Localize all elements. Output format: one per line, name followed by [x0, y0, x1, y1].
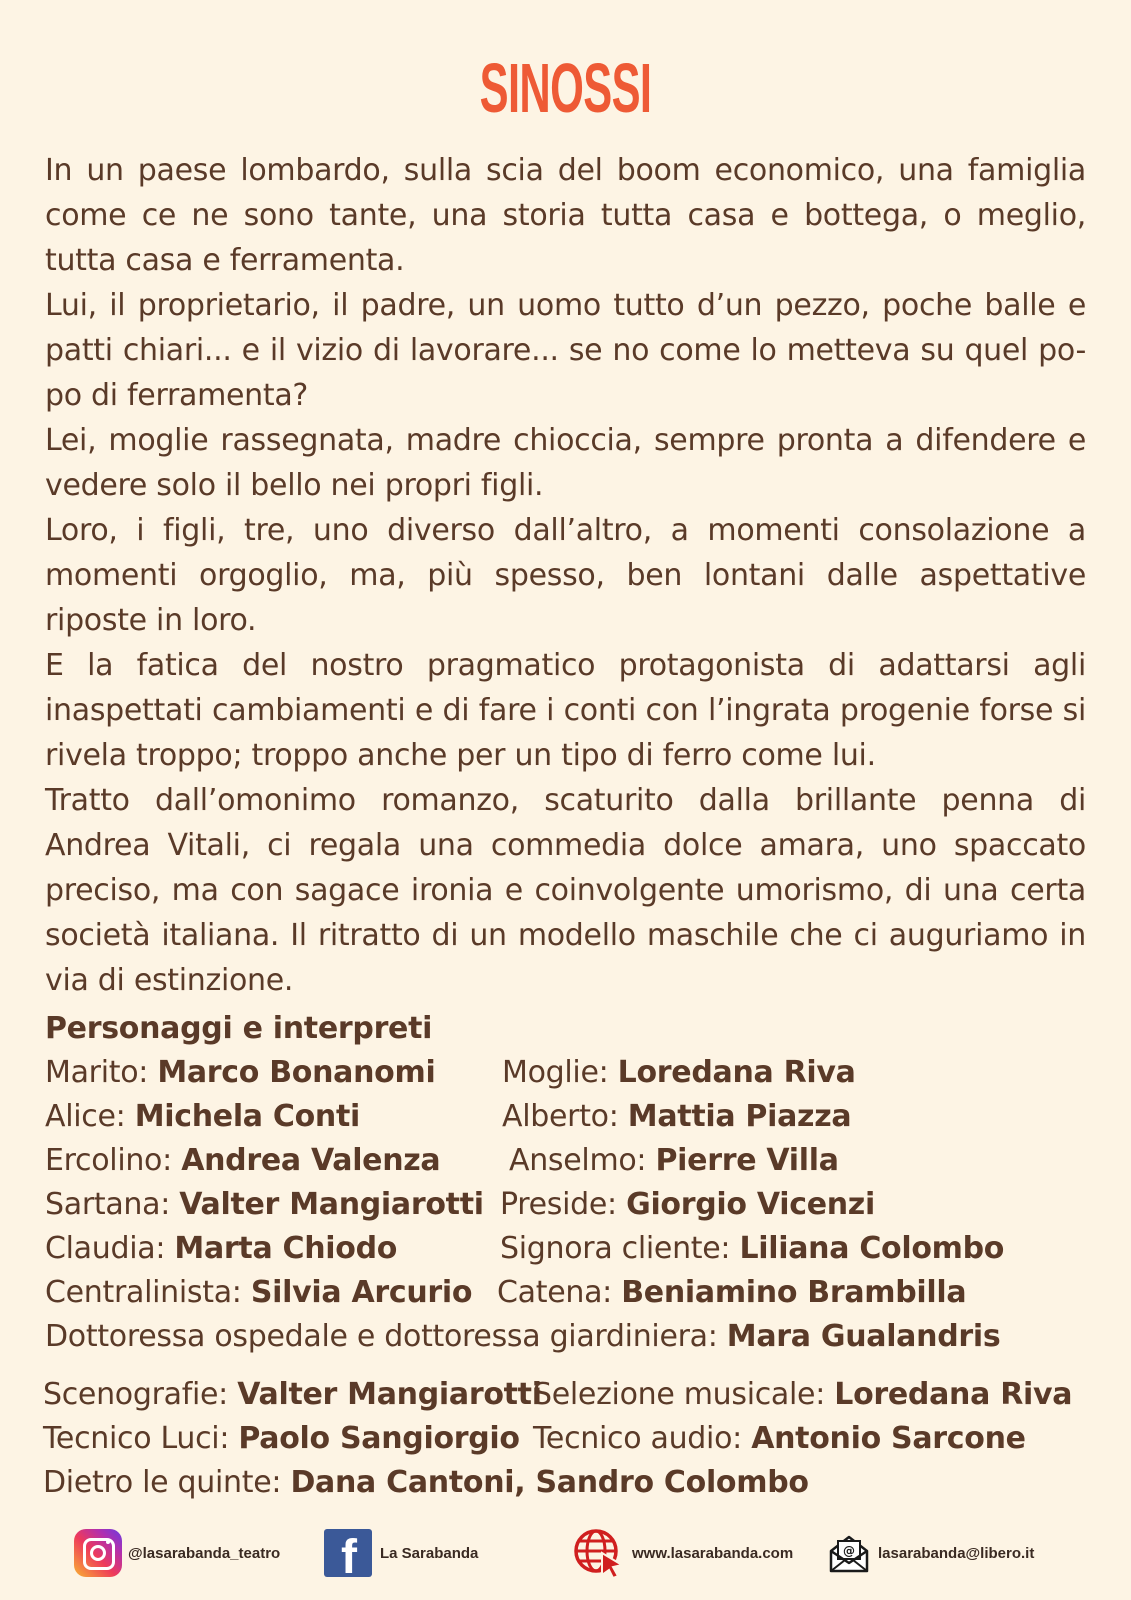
cast-entry — [502, 1051, 856, 1095]
crew-entry — [43, 1461, 809, 1505]
cast-actor: Mattia Piazza — [627, 1099, 852, 1134]
instagram-handle: @lasarabanda_teatro — [128, 1544, 281, 1562]
cast-actor: Loredana Riva — [617, 1055, 856, 1090]
cast-role: Centralinista: — [45, 1275, 242, 1310]
cast-actor: Michela Conti — [134, 1099, 361, 1134]
crew-role: Tecnico Luci: — [43, 1421, 230, 1456]
crew-role: Selezione musicale: — [533, 1377, 826, 1412]
crew-name: Valter Mangiarotti — [237, 1377, 542, 1412]
cast-actor: Pierre Villa — [655, 1143, 839, 1178]
facebook-name: La Sarabanda — [380, 1544, 479, 1562]
synopsis-paragraph: In un paese lombardo, sulla scia del boom economico, una famiglia come ce ne sono tante, una storia tutta casa e bottega, o meglio, tutta casa e ferramenta. — [45, 153, 1086, 278]
crew-entry — [43, 1417, 520, 1461]
cast-entry — [500, 1183, 875, 1227]
cast-actor: Beniamino Brambilla — [621, 1275, 967, 1310]
cast-role: Anselmo: — [509, 1143, 647, 1178]
facebook-link[interactable] — [324, 1527, 478, 1579]
crew-entry — [533, 1417, 1026, 1461]
cast-actor: Silvia Arcurio — [250, 1275, 473, 1310]
cast-role: Alice: — [45, 1099, 126, 1134]
cast-role: Catena: — [497, 1275, 612, 1310]
cast-role: Sartana: — [45, 1187, 171, 1222]
crew-name: Loredana Riva — [834, 1377, 1073, 1412]
cast-entry — [45, 1095, 360, 1139]
crew-name: Dana Cantoni, Sandro Colombo — [290, 1465, 809, 1500]
cast-entry — [45, 1139, 440, 1183]
facebook-icon: f — [324, 1529, 372, 1577]
cast-entry — [45, 1183, 484, 1227]
cast-entry — [497, 1271, 966, 1315]
cast-actor: Marco Bonanomi — [157, 1055, 436, 1090]
cast-entry — [500, 1227, 1004, 1271]
cast-entry — [45, 1315, 1000, 1359]
cast-actor: Giorgio Vicenzi — [626, 1187, 875, 1222]
synopsis-paragraph: Lui, il proprietario, il padre, un uomo tutto d’un pezzo, poche balle e patti chiari... e il vizio di lavorare... se no come lo metteva su quel po-po di ferramenta? — [45, 288, 1086, 413]
cast-actor: Valter Mangiarotti — [179, 1187, 484, 1222]
crew-entry — [43, 1373, 542, 1417]
page-title: SINOSSI — [479, 49, 652, 127]
cast-entry — [502, 1095, 851, 1139]
email-address: lasarabanda@libero.it — [878, 1544, 1035, 1562]
svg-text:@: @ — [843, 1544, 855, 1558]
cast-actor: Andrea Valenza — [181, 1143, 441, 1178]
cast-role: Marito: — [45, 1055, 149, 1090]
synopsis-paragraph: Lei, moglie rassegnata, madre chioccia, sempre pronta a difendere e vedere solo il bello nei propri figli. — [45, 423, 1086, 503]
synopsis-paragraph: Loro, i figli, tre, uno diverso dall’altro, a momenti consolazione a momenti orgoglio, ma, più spesso, ben lontani dalle aspettative riposte in loro. — [45, 513, 1086, 638]
email-link[interactable] — [828, 1527, 1034, 1579]
instagram-link[interactable] — [74, 1527, 280, 1579]
synopsis — [45, 148, 1086, 1003]
crew-name: Paolo Sangiorgio — [238, 1421, 520, 1456]
crew-role: Scenografie: — [43, 1377, 228, 1412]
cast-role: Ercolino: — [45, 1143, 172, 1178]
envelope-icon — [828, 1531, 870, 1575]
crew-entry — [533, 1373, 1072, 1417]
crew-role: Tecnico audio: — [533, 1421, 742, 1456]
crew-name: Antonio Sarcone — [751, 1421, 1026, 1456]
cast-role: Alberto: — [502, 1099, 619, 1134]
cast-actor: Mara Gualandris — [726, 1319, 1001, 1354]
instagram-icon — [74, 1529, 122, 1577]
cast-role: Claudia: — [45, 1231, 166, 1266]
cast-entry — [509, 1139, 839, 1183]
cast-entry — [45, 1051, 435, 1095]
cast-entry — [45, 1271, 472, 1315]
cast-role: Dottoressa ospedale e dottoressa giardiniera: — [45, 1319, 718, 1354]
cast-role: Signora cliente: — [500, 1231, 731, 1266]
cast-actor: Liliana Colombo — [739, 1231, 1005, 1266]
synopsis-paragraph: E la fatica del nostro pragmatico protagonista di adattarsi agli inaspettati cambiamenti e di fare i conti con l’ingrata progenie forse si rivela troppo; troppo anche per un tipo di ferro come lui. — [45, 648, 1086, 773]
globe-cursor-icon — [572, 1527, 626, 1579]
website-link[interactable] — [572, 1527, 793, 1579]
cast-role: Preside: — [500, 1187, 617, 1222]
crew-role: Dietro le quinte: — [43, 1465, 282, 1500]
cast-entry — [45, 1227, 397, 1271]
cast-actor: Marta Chiodo — [174, 1231, 398, 1266]
cast-role: Moglie: — [502, 1055, 609, 1090]
website-url: www.lasarabanda.com — [632, 1544, 794, 1562]
synopsis-paragraph: Tratto dall’omonimo romanzo, scaturito dalla brillante penna di Andrea Vitali, ci regala una commedia dolce amara, uno spaccato preciso, ma con sagace ironia e coinvolgente umorismo, di una certa società italiana. Il ritratto di un modello maschile che ci auguriamo in via di estinzione. — [45, 783, 1086, 998]
cast-heading: Personaggi e interpreti — [45, 1011, 433, 1046]
